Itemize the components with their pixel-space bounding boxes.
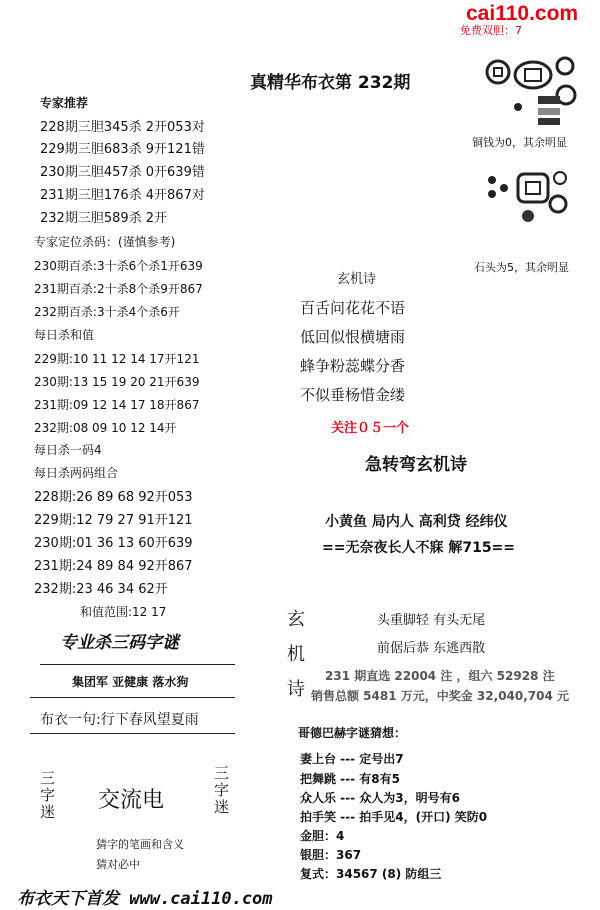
turn-poem-line: 小黄鱼 局内人 高利贷 经纬仪 [325, 514, 508, 530]
divider [30, 697, 235, 698]
divider [40, 664, 235, 665]
position-kill-line: 230期百杀:3十杀6个杀1开639 [34, 259, 203, 273]
stones-illustration [484, 168, 584, 238]
daily-sum-kill-heading: 每日杀和值 [34, 328, 95, 342]
goedel-heading: 哥德巴赫字谜猜想： [298, 726, 407, 740]
daily-sum-kill-line: 229期:10 11 12 14 17开121 [34, 352, 200, 366]
goedel-line: 复式：34567 (8) 防组三 [300, 867, 442, 881]
position-kill-heading: 专家定位杀码：(谨慎参考) [34, 235, 176, 249]
daily-two-kill-line: 228期:26 89 68 92开053 [34, 490, 193, 505]
xuanji-vertical-char: 玄 [287, 609, 305, 630]
turn-poem-line: ==无奈夜长人不寐 解715== [322, 540, 516, 556]
goedel-line: 拍手笑 --- 拍手见4，(开口) 笑防0 [300, 810, 488, 824]
coins-caption: 铜钱为0，其余明显 [472, 136, 567, 149]
expert-line: 231期三胆176杀 4开867对 [40, 188, 205, 203]
daily-sum-kill-line: 231期:09 12 14 17 18开867 [34, 398, 200, 412]
site-logo[interactable]: cai110.com [466, 2, 579, 25]
goedel-line: 把舞跳 --- 有8有5 [300, 772, 400, 786]
goedel-line: 金胆：4 [300, 829, 345, 843]
daily-two-kill-line: 229期:12 79 27 91开121 [34, 513, 193, 528]
riddle3-words: 集团军 亚健康 落水狗 [72, 675, 189, 689]
xuanji-stats: 销售总额 5481 万元，中奖金 32,040,704 元 [311, 689, 570, 703]
follow-note: 关注０５一个 [331, 421, 410, 436]
position-kill-line: 231期百杀:2十杀8个杀9开867 [34, 282, 203, 296]
daily-two-kill-heading: 每日杀两码组合 [34, 466, 119, 480]
expert-heading: 专家推荐 [40, 96, 89, 110]
poem-line: 低回似恨横塘雨 [300, 328, 406, 346]
goedel-line: 妻上台 --- 定号出7 [300, 752, 404, 766]
riddle3-title: 专业杀三码字谜 [60, 633, 179, 653]
riddle-hint: 猜对必中 [96, 858, 140, 871]
riddle-left-label: 三字迷 [40, 769, 56, 821]
riddle-hint: 猜字的笔画和含义 [96, 838, 184, 851]
poem-line: 不似垂杨惜金缕 [300, 386, 406, 404]
daily-sum-kill-line: 230期:13 15 19 20 21开639 [34, 375, 200, 389]
turn-poem-title: 急转弯玄机诗 [365, 455, 467, 475]
daily-two-kill-line: 232期:23 46 34 62开 [34, 582, 168, 597]
sum-range: 和值范围:12 17 [80, 605, 167, 619]
expert-line: 229期三胆683杀 9开121错 [40, 142, 205, 157]
daily-two-kill-line: 231期:24 89 84 92开867 [34, 559, 193, 574]
xuanji-vertical-char: 诗 [287, 679, 305, 700]
daily-sum-kill-line: 232期:08 09 10 12 14开 [34, 421, 177, 435]
riddle-right-label: 三字迷 [214, 764, 230, 816]
xuanji-line: 前倨后恭 东逃西散 [377, 641, 486, 656]
buyi-sentence: 布衣一句:行下春风望夏雨 [40, 712, 199, 728]
page-title: 真精华布衣第 232期 [250, 73, 411, 93]
xuanji-stats: 231 期直选 22004 注 ，组六 52928 注 [325, 669, 555, 683]
position-kill-line: 232期百杀:3十杀4个杀6开 [34, 305, 180, 319]
expert-line: 228期三胆345杀 2开053对 [40, 120, 205, 135]
xuanji-line: 头重脚轻 有头无尾 [377, 613, 486, 628]
poem-line: 蜂争粉蕊蝶分香 [300, 357, 406, 375]
goedel-line: 众人乐 --- 众人为3，明号有6 [300, 791, 460, 805]
goedel-line: 银胆：367 [300, 848, 362, 862]
poem-title: 玄机诗 [337, 272, 377, 287]
xuanji-vertical-char: 机 [287, 644, 305, 665]
daily-two-kill-line: 230期:01 36 13 60开639 [34, 536, 193, 551]
free-badge: 免费双胆：7 [460, 24, 522, 37]
riddle-answer: 交流电 [98, 788, 165, 813]
coins-illustration [478, 52, 588, 132]
divider [30, 733, 235, 734]
expert-line: 230期三胆457杀 0开639错 [40, 165, 205, 180]
footer-banner: 布衣天下首发 www.cai110.com [17, 889, 273, 909]
stones-caption: 石头为5，其余明显 [474, 261, 569, 274]
poem-line: 百舌问花花不语 [300, 299, 406, 317]
daily-one-kill: 每日杀一码4 [34, 443, 102, 457]
expert-line: 232期三胆589杀 2开 [40, 211, 168, 226]
